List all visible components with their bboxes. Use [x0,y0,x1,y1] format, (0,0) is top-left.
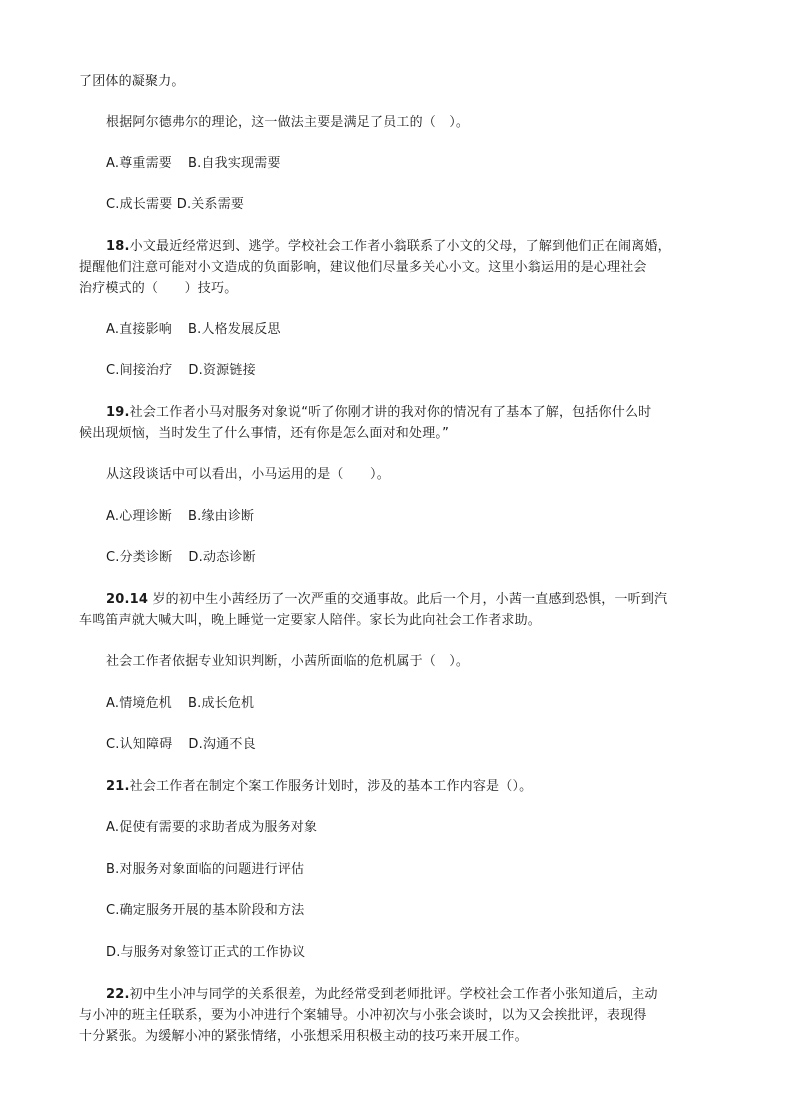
option-a: A.直接影响 [106,322,172,337]
question-number: 18. [106,239,130,254]
question-19-line-1: 19.社会工作者小马对服务对象说“听了你刚才讲的我对你的情况有了基本了解，包括你什么时 [106,405,652,420]
question-20-options-ab [106,693,254,715]
option-c: C.认知障碍 [106,737,173,752]
question-19-line-2: 候出现烦恼，当时发生了什么事情，还有你是怎么面对和处理。” [79,426,450,441]
paragraph-continuation: 了团体的凝聚力。 [79,74,185,89]
question-21-option-d: D.与服务对象签订正式的工作协议 [106,945,306,960]
question-18-line-1: 18.小文最近经常迟到、逃学。学校社会工作者小翁联系了小文的父母，了解到他们正在闹离婚， [106,239,671,254]
question-20-stem: 社会工作者依据专业知识判断，小茜所面临的危机属于（ ）。 [106,654,470,669]
option-a: A.心理诊断 [106,509,172,524]
question-20-options-cd [106,734,256,756]
question-19-options-cd [106,547,256,569]
question-18-options-cd [106,360,256,382]
question-17-stem: 根据阿尔德弗尔的理论，这一做法主要是满足了员工的（ ）。 [106,115,470,130]
question-number: 20.14 [106,592,149,607]
question-19-stem: 从这段谈话中可以看出，小马运用的是（ ）。 [106,467,390,482]
option-c: C.成长需要 [106,197,173,212]
question-number: 22. [106,987,130,1002]
question-22-line-2: 与小冲的班主任联系，要为小冲进行个案辅导。小冲初次与小张会谈时，以为又会挨批评，表现得 [79,1008,647,1023]
question-21-option-c: C.确定服务开展的基本阶段和方法 [106,903,305,918]
question-number: 21. [106,779,130,794]
question-17-options-cd [106,194,244,216]
question-20-line-2: 车鸣笛声就大喊大叫，晚上睡觉一定要家人陪伴。家长为此向社会工作者求助。 [79,613,542,628]
option-d: D.关系需要 [176,197,245,212]
question-18-options-ab [106,319,281,341]
option-b: B.自我实现需要 [188,156,281,171]
question-21-option-b: B.对服务对象面临的问题进行评估 [106,862,305,877]
question-21-line-1: 21.社会工作者在制定个案工作服务计划时，涉及的基本工作内容是（）。 [106,779,533,794]
option-c: C.间接治疗 [106,363,173,378]
question-18-line-3: 治疗模式的（ ）技巧。 [79,281,238,296]
question-17-options-ab [106,153,281,175]
option-a: A.尊重需要 [106,156,172,171]
option-b: B.成长危机 [188,696,255,711]
option-a: A.情境危机 [106,696,172,711]
question-number: 19. [106,405,130,420]
option-d: D.动态诊断 [188,550,256,565]
question-21-option-a: A.促使有需要的求助者成为服务对象 [106,820,318,835]
question-18-line-2: 提醒他们注意可能对小文造成的负面影响，建议他们尽量多关心小文。这里小翁运用的是心理社会 [79,260,647,275]
option-d: D.沟通不良 [188,737,256,752]
option-b: B.人格发展反思 [188,322,281,337]
option-d: D.资源链接 [188,363,256,378]
question-22-line-1: 22.初中生小冲与同学的关系很差，为此经常受到老师批评。学校社会工作者小张知道后，主动 [106,987,658,1002]
question-19-options-ab [106,506,254,528]
option-c: C.分类诊断 [106,550,173,565]
question-22-line-3: 十分紧张。为缓解小冲的紧张情绪，小张想采用积极主动的技巧来开展工作。 [79,1029,528,1044]
question-20-line-1: 20.14 岁的初中生小茜经历了一次严重的交通事故。此后一个月，小茜一直感到恐惧，一听到汽 [106,592,668,607]
option-b: B.缘由诊断 [188,509,255,524]
